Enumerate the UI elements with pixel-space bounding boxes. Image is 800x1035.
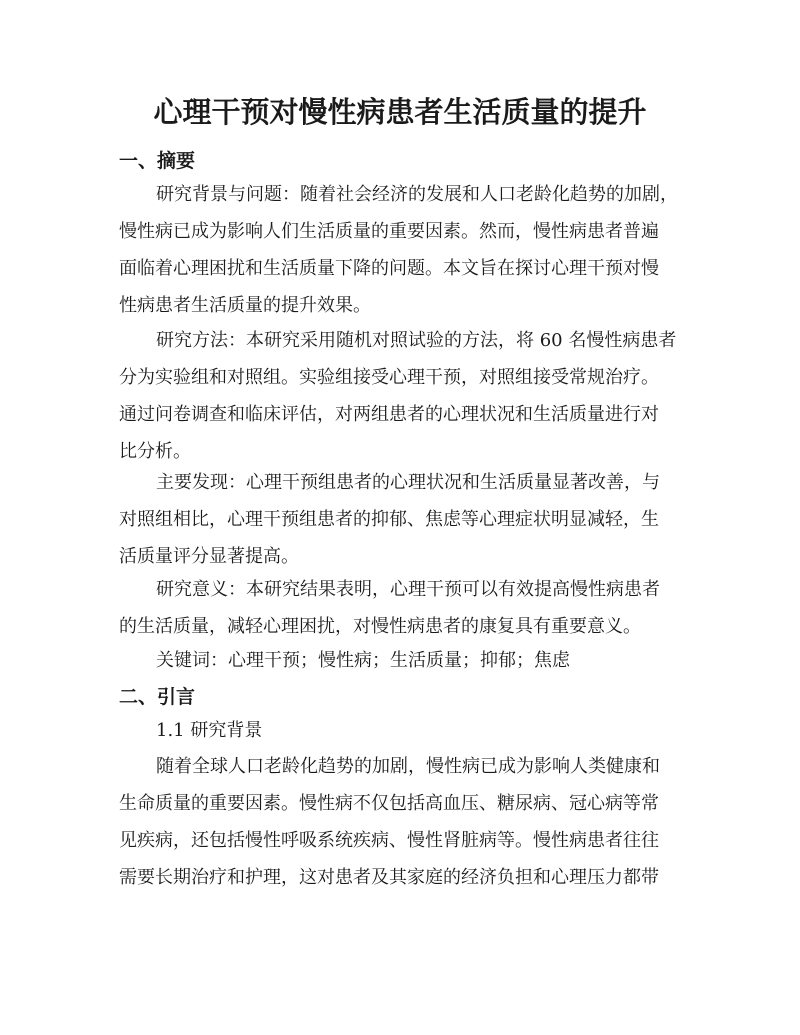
text-line: 面临着心理困扰和生活质量下降的问题。本文旨在探讨心理干预对慢	[119, 258, 659, 279]
text-line: 研究背景与问题：随着社会经济的发展和人口老龄化趋势的加剧，	[156, 184, 678, 205]
text-line: 通过问卷调查和临床评估，对两组患者的心理状况和生活质量进行对	[119, 404, 659, 425]
text-line: 主要发现：心理干预组患者的心理状况和生活质量显著改善，与	[156, 472, 660, 493]
text-line: 性病患者生活质量的提升效果。	[119, 295, 371, 316]
section-heading-introduction: 二、引言	[119, 686, 196, 708]
text-line: 生命质量的重要因素。慢性病不仅包括高血压、糖尿病、冠心病等常	[119, 793, 659, 814]
keywords	[119, 642, 684, 679]
text-line: 研究方法：本研究采用随机对照试验的方法，将 60 名慢性病患者	[156, 330, 677, 351]
text-line: 见疾病，还包括慢性呼吸系统疾病、慢性肾脏病等。慢性病患者往往	[119, 830, 659, 851]
subsection-heading: 1.1 研究背景	[156, 720, 263, 741]
text-line: 分为实验组和对照组。实验组接受心理干预，对照组接受常规治疗。	[119, 367, 659, 388]
text-line: 随着全球人口老龄化趋势的加剧，慢性病已成为影响人类健康和	[156, 756, 660, 777]
text-line: 的生活质量，减轻心理困扰，对慢性病患者的康复具有重要意义。	[119, 616, 641, 637]
paragraph-background	[119, 176, 684, 324]
text-line: 比分析。	[119, 441, 191, 462]
keywords-line: 关键词：心理干预；慢性病；生活质量；抑郁；焦虑	[156, 650, 570, 671]
section-heading-abstract: 一、摘要	[119, 150, 196, 172]
document-title: 心理干预对慢性病患者生活质量的提升	[153, 95, 647, 129]
text-line: 慢性病已成为影响人们生活质量的重要因素。然而，慢性病患者普遍	[119, 221, 659, 242]
paragraph-findings	[119, 464, 684, 575]
paragraph-methods	[119, 322, 684, 470]
text-line: 活质量评分显著提高。	[119, 546, 299, 567]
text-line: 对照组相比，心理干预组患者的抑郁、焦虑等心理症状明显减轻，生	[119, 509, 659, 530]
text-line: 研究意义：本研究结果表明，心理干预可以有效提高慢性病患者	[156, 579, 660, 600]
paragraph-research-background	[119, 748, 684, 896]
text-line: 需要长期治疗和护理，这对患者及其家庭的经济负担和心理压力都带	[119, 867, 659, 888]
paragraph-significance	[119, 571, 684, 645]
